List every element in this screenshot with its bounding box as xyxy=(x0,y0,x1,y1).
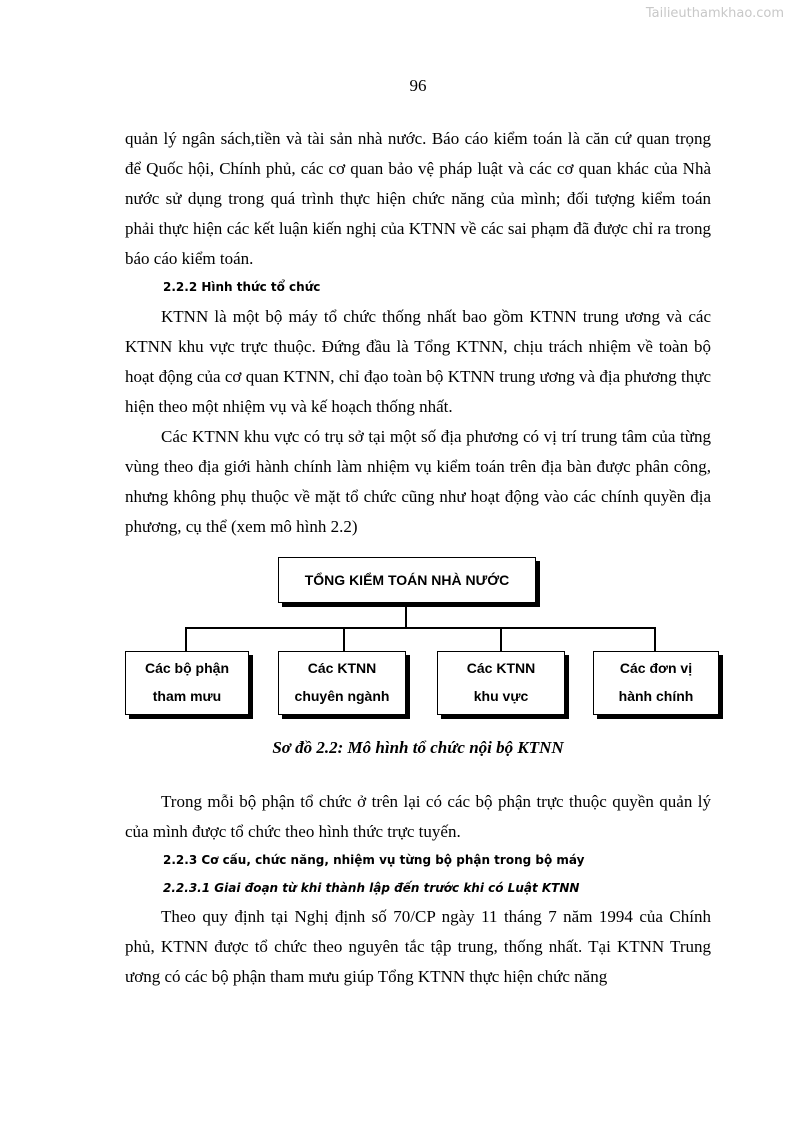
paragraph-1: quản lý ngân sách,tiền và tài sản nhà nước. Báo cáo kiểm toán là căn cứ quan trọng để Quốc hội, Chính phủ, các cơ quan bảo vệ pháp luật và các cơ quan khác của Nhà nước sử dụng trong quá trình thực hiện chức năng của mình; đối tượng kiểm toán phải thực hiện các kết luận kiến nghị của KTNN về các sai phạm đã được chỉ ra trong báo cáo kiểm toán. xyxy=(125,129,711,268)
child-box-line1: Các KTNN xyxy=(307,660,377,676)
page-number: 96 xyxy=(409,76,427,95)
connector-1 xyxy=(185,627,187,651)
paragraph-4: Trong mỗi bộ phận tổ chức ở trên lại có các bộ phận trực thuộc quyền quản lý của mình được tổ chức theo hình thức trực tuyến. xyxy=(125,792,711,841)
connector-vertical-main xyxy=(405,603,407,628)
paragraph-5: Theo quy định tại Nghị định số 70/CP ngày 11 tháng 7 năm 1994 của Chính phủ, KTNN được tổ chức theo nguyên tắc tập trung, thống nhất. Tại KTNN Trung ương có các bộ phận tham mưu giúp Tổng KTNN thực hiện chức năng xyxy=(125,907,711,986)
child-box-advisory xyxy=(125,651,249,715)
child-box-specialized xyxy=(278,651,406,715)
child-box-regional xyxy=(437,651,565,715)
connector-2 xyxy=(343,627,345,651)
child-box-line1: Các đơn vị xyxy=(619,660,693,676)
top-box-general-auditor: TỔNG KIỂM TOÁN NHÀ NƯỚC xyxy=(278,557,536,603)
child-box-line2: hành chính xyxy=(618,688,694,704)
child-box-line2: khu vực xyxy=(473,688,529,704)
connector-3 xyxy=(500,627,502,651)
connector-4 xyxy=(654,627,656,651)
watermark: Tailieuthamkhao.com xyxy=(645,6,784,21)
heading-2-2-3-1: 2.2.3.1 Giai đoạn từ khi thành lập đến trước khi có Luật KTNN xyxy=(163,881,580,895)
connector-horizontal xyxy=(185,627,656,629)
diagram-caption: Sơ đồ 2.2: Mô hình tổ chức nội bộ KTNN xyxy=(272,738,564,757)
heading-2-2-2: 2.2.2 Hình thức tổ chức xyxy=(163,280,321,294)
child-box-line1: Các KTNN xyxy=(466,660,536,676)
paragraph-2: KTNN là một bộ máy tổ chức thống nhất bao gồm KTNN trung ương và các KTNN khu vực trực thuộc. Đứng đầu là Tổng KTNN, chịu trách nhiệm về toàn bộ hoạt động của cơ quan KTNN, chỉ đạo toàn bộ KTNN trung ương và địa phương thực hiện theo một nhiệm vụ và kế hoạch thống nhất. xyxy=(125,307,711,416)
child-box-line2: chuyên ngành xyxy=(294,688,390,704)
paragraph-3: Các KTNN khu vực có trụ sở tại một số địa phương có vị trí trung tâm của từng vùng theo địa giới hành chính làm nhiệm vụ kiểm toán trên địa bàn được phân công, nhưng không phụ thuộc về mặt tổ chức cũng như hoạt động vào các chính quyền địa phương, cụ thể (xem mô hình 2.2) xyxy=(125,427,711,536)
child-box-line1: Các bộ phận xyxy=(144,660,229,676)
child-box-administrative xyxy=(593,651,719,715)
child-box-line2: tham mưu xyxy=(152,688,222,704)
heading-2-2-3: 2.2.3 Cơ cấu, chức năng, nhiệm vụ từng bộ phận trong bộ máy xyxy=(163,853,585,867)
